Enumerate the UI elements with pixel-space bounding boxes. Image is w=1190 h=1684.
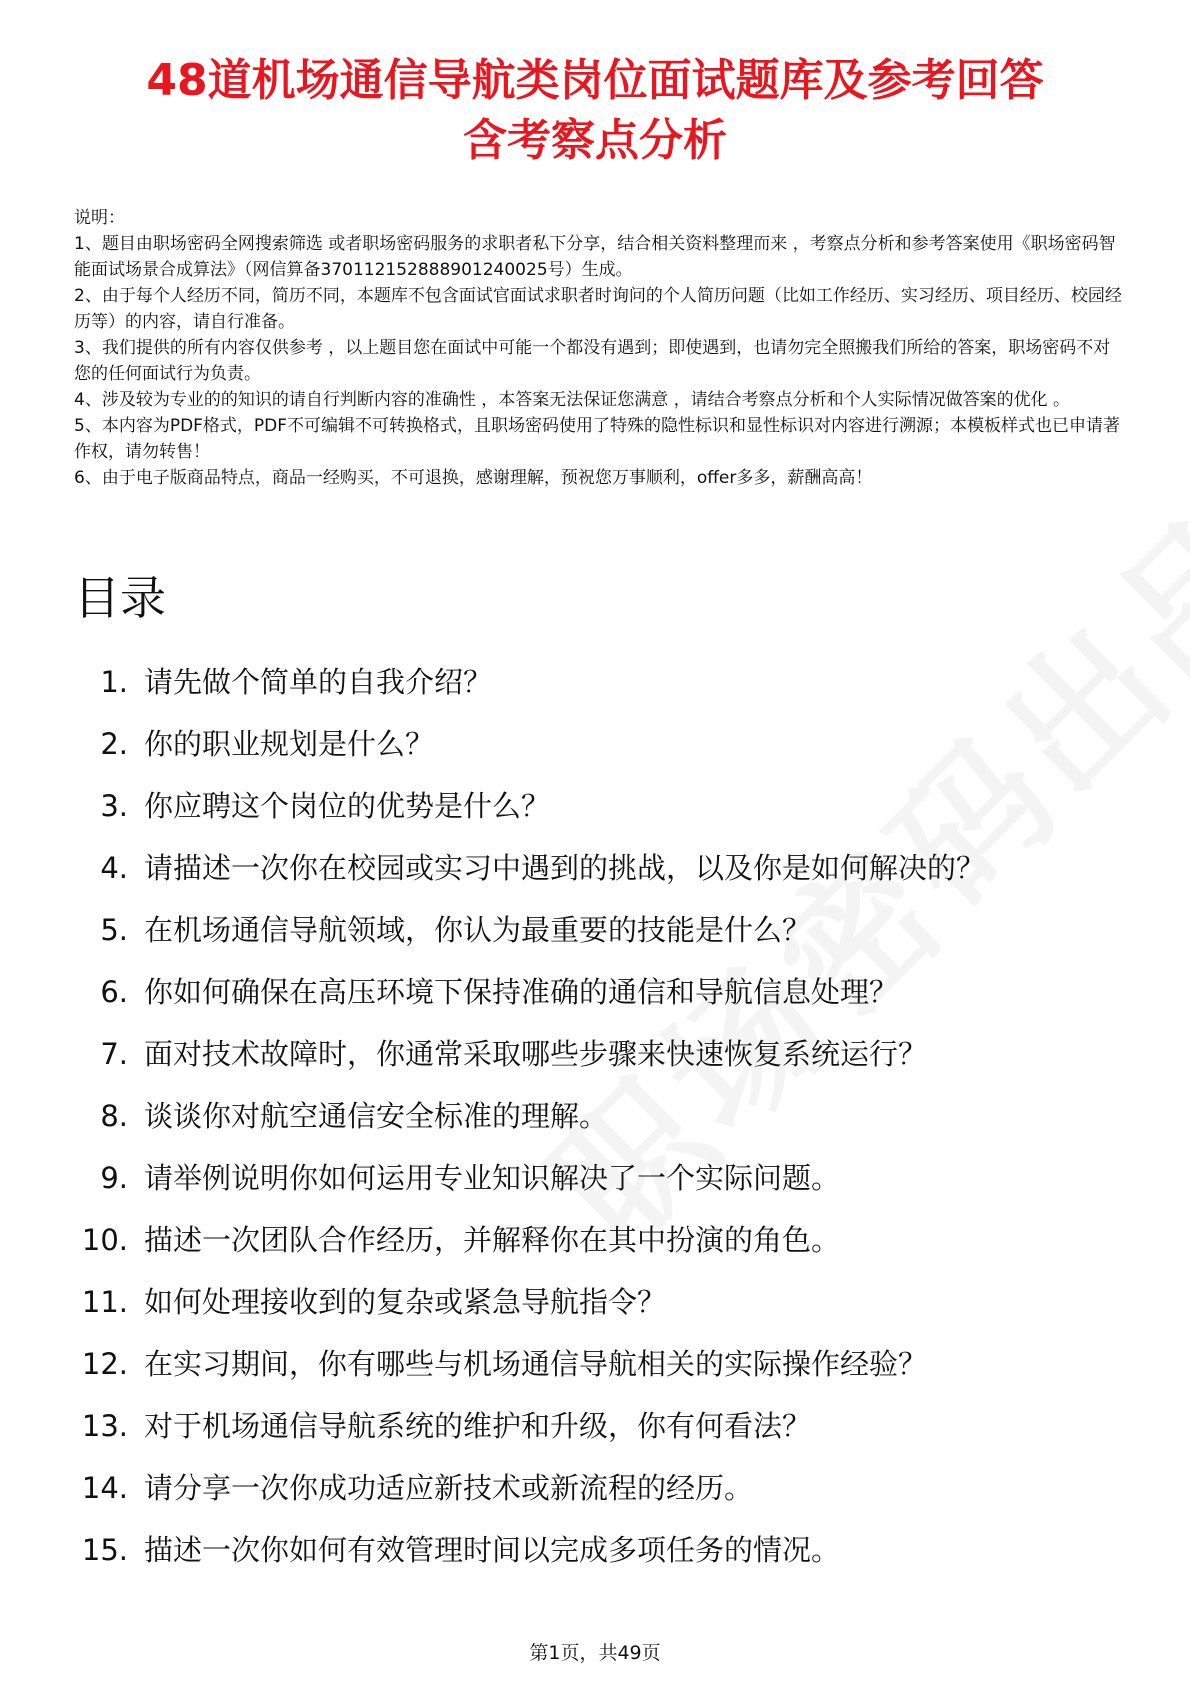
toc-item-text: 请描述一次你在校园或实习中遇到的挑战，以及你是如何解决的？	[144, 851, 986, 885]
instructions-heading: 说明：	[74, 208, 125, 228]
toc-item-number: 5.	[100, 913, 128, 947]
toc-item-text: 你的职业规划是什么？	[144, 727, 435, 761]
toc-item[interactable]	[74, 1468, 1074, 1508]
toc-item-number: 6.	[100, 975, 128, 1009]
instructions-block	[74, 205, 1124, 491]
toc-item-text: 描述一次你如何有效管理时间以完成多项任务的情况。	[144, 1533, 841, 1567]
toc-item[interactable]	[74, 724, 1074, 764]
toc-item[interactable]	[74, 1158, 1074, 1198]
toc-item-text: 请举例说明你如何运用专业知识解决了一个实际问题。	[144, 1161, 841, 1195]
toc-item-number: 13.	[81, 1409, 128, 1443]
toc-item-number: 9.	[100, 1161, 128, 1195]
toc-item[interactable]	[74, 972, 1074, 1012]
toc-item-text: 如何处理接收到的复杂或紧急导航指令？	[144, 1285, 667, 1319]
toc-item-text: 请先做个简单的自我介绍？	[144, 665, 493, 699]
toc-item-text: 在实习期间，你有哪些与机场通信导航相关的实际操作经验？	[144, 1347, 928, 1381]
toc-item-number: 14.	[81, 1471, 128, 1505]
document-title-line-2: 含考察点分析	[463, 115, 727, 166]
toc-item[interactable]	[74, 1530, 1074, 1570]
instruction-item: 4、涉及较为专业的的知识的请自行判断内容的准确性 ，本答案无法保证您满意 ，请结合考察点分析和个人实际情况做答案的优化 。	[74, 390, 1071, 410]
table-of-contents	[74, 662, 1074, 1592]
toc-item-text: 描述一次团队合作经历，并解释你在其中扮演的角色。	[144, 1223, 841, 1257]
toc-item-number: 11.	[81, 1285, 128, 1319]
toc-item-number: 2.	[100, 727, 128, 761]
instruction-item: 5、本内容为PDF格式，PDF不可编辑不可转换格式，且职场密码使用了特殊的隐性标识和显性标识对内容进行溯源；本模板样式也已申请著作权，请勿转售！	[74, 416, 1121, 462]
toc-item-number: 15.	[81, 1533, 128, 1567]
toc-item[interactable]	[74, 1406, 1074, 1446]
toc-item-number: 1.	[100, 665, 128, 699]
toc-item[interactable]	[74, 662, 1074, 702]
toc-item-text: 你如何确保在高压环境下保持准确的通信和导航信息处理？	[144, 975, 899, 1009]
toc-item[interactable]	[74, 848, 1074, 888]
toc-item[interactable]	[74, 1034, 1074, 1074]
toc-item[interactable]	[74, 1220, 1074, 1260]
toc-heading: 目录	[74, 571, 166, 625]
toc-item-text: 面对技术故障时，你通常采取哪些步骤来快速恢复系统运行？	[144, 1037, 928, 1071]
instruction-item: 6、由于电子版商品特点，商品一经购买，不可退换，感谢理解，预祝您万事顺利，offer多多，薪酬高高！	[74, 468, 873, 488]
toc-item[interactable]	[74, 1096, 1074, 1136]
toc-item-text: 在机场通信导航领域，你认为最重要的技能是什么？	[144, 913, 812, 947]
toc-item-number: 3.	[100, 789, 128, 823]
page-number: 第1页，共49页	[529, 1642, 661, 1664]
toc-item-number: 12.	[81, 1347, 128, 1381]
toc-item[interactable]	[74, 1282, 1074, 1322]
toc-item[interactable]	[74, 1344, 1074, 1384]
toc-item[interactable]	[74, 786, 1074, 826]
toc-item-number: 10.	[81, 1223, 128, 1257]
toc-item-text: 请分享一次你成功适应新技术或新流程的经历。	[144, 1471, 754, 1505]
toc-item-text: 你应聘这个岗位的优势是什么？	[144, 789, 551, 823]
toc-item-text: 谈谈你对航空通信安全标准的理解。	[144, 1099, 609, 1133]
document-title-line-1: 48道机场通信导航类岗位面试题库及参考回答	[146, 55, 1044, 106]
toc-item-number: 8.	[100, 1099, 128, 1133]
instruction-item: 2、由于每个人经历不同，简历不同，本题库不包含面试官面试求职者时询问的个人简历问题（比如工作经历、实习经历、项目经历、校园经历等）的内容，请自行准备。	[74, 286, 1122, 332]
toc-item-number: 7.	[100, 1037, 128, 1071]
toc-item-text: 对于机场通信导航系统的维护和升级，你有何看法？	[144, 1409, 812, 1443]
instruction-item: 3、我们提供的所有内容仅供参考 ，以上题目您在面试中可能一个都没有遇到；即使遇到，也请勿完全照搬我们所给的答案，职场密码不对您的任何面试行为负责。	[74, 338, 1111, 384]
toc-item-number: 4.	[100, 851, 128, 885]
toc-item[interactable]	[74, 910, 1074, 950]
instruction-item: 1、题目由职场密码全网搜索筛选 或者职场密码服务的求职者私下分享，结合相关资料整理而来 ，考察点分析和参考答案使用《职场密码智能面试场景合成算法》（网信算备370112152888901240025号）生成。	[74, 234, 1116, 280]
